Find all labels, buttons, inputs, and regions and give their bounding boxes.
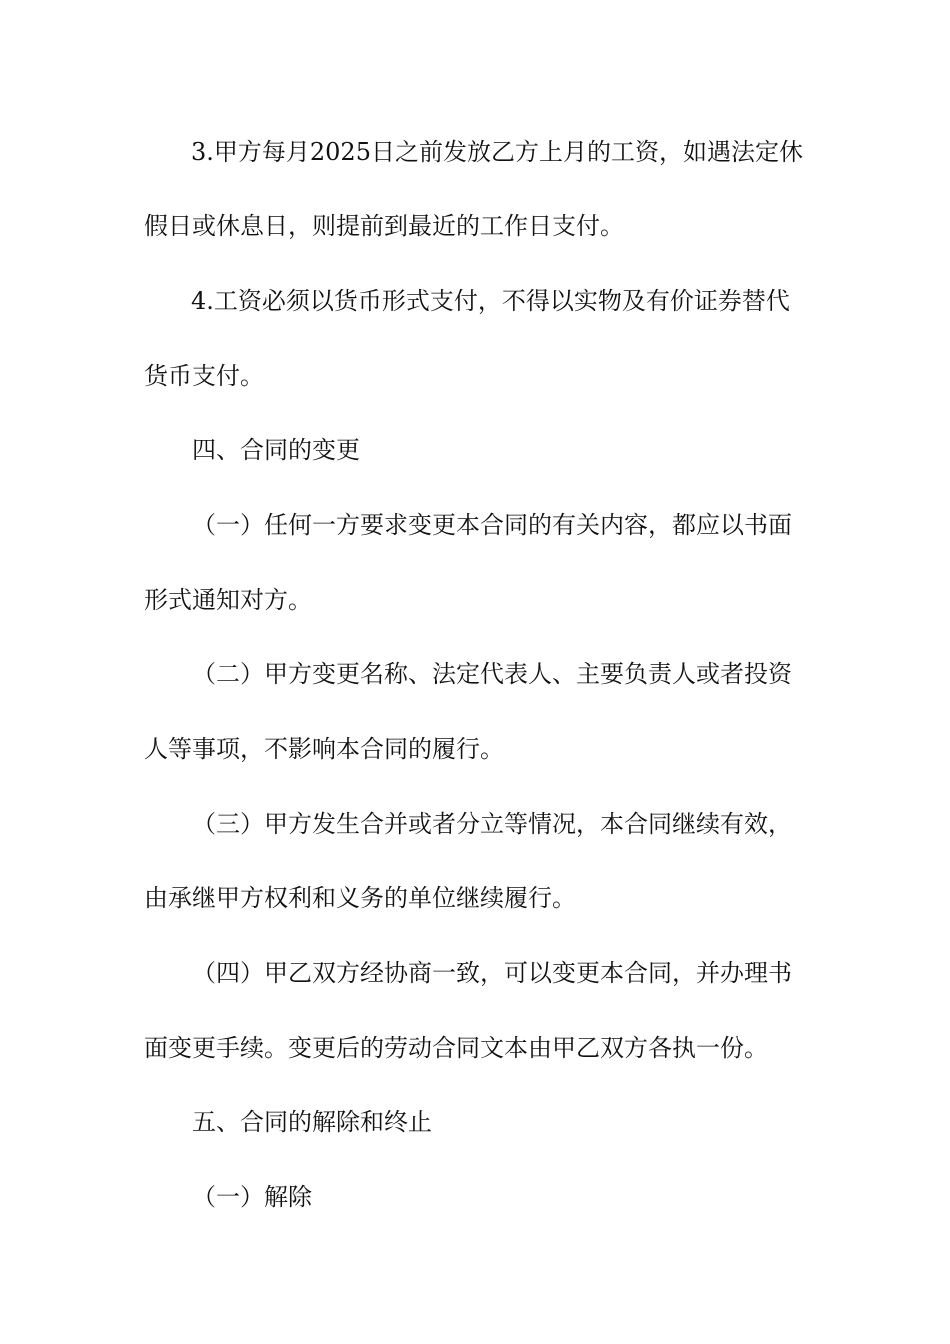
paragraph-line: [0, 955, 950, 991]
text-segment: 货币支付。: [144, 362, 264, 390]
paragraph-line: [0, 358, 950, 394]
text-segment: 人等事项，不影响本合同的履行。: [144, 735, 504, 763]
text-segment: 4.工资必须以货币形式支付，不得以实物及有价证券替代: [191, 287, 790, 315]
paragraph-line: [0, 283, 950, 319]
paragraph-line: [0, 731, 950, 767]
paragraph-line: [0, 134, 950, 170]
paragraph-line: [0, 1030, 950, 1066]
paragraph-line: [0, 656, 950, 692]
text-segment: （一）解除: [192, 1183, 312, 1211]
text-segment: （四）甲乙双方经协商一致，可以变更本合同，并办理书: [192, 959, 792, 987]
text-segment: （一）任何一方要求变更本合同的有关内容，都应以书面: [192, 511, 792, 539]
text-segment: （三）甲方发生合并或者分立等情况，本合同继续有效，: [192, 810, 792, 838]
text-segment: 由承继甲方权利和义务的单位继续履行。: [144, 884, 576, 912]
paragraph-line: [0, 880, 950, 916]
paragraph-line: [0, 208, 950, 244]
text-segment: 形式通知对方。: [144, 586, 312, 614]
text-segment: 五、合同的解除和终止: [192, 1108, 432, 1136]
paragraph-line: [0, 806, 950, 842]
paragraph-line: [0, 507, 950, 543]
text-segment: 面变更手续。变更后的劳动合同文本由甲乙双方各执一份。: [144, 1034, 768, 1062]
section-heading: [0, 1104, 950, 1140]
text-segment: 假日或休息日，则提前到最近的工作日支付。: [144, 212, 624, 240]
text-segment: （二）甲方变更名称、法定代表人、主要负责人或者投资: [192, 660, 792, 688]
text-segment: 3.甲方每月2025日之前发放乙方上月的工资，如遇法定休: [191, 138, 803, 166]
paragraph-line: [0, 582, 950, 618]
section-heading: [0, 432, 950, 468]
text-segment: 四、合同的变更: [192, 436, 360, 464]
subsection-heading: [0, 1179, 950, 1215]
